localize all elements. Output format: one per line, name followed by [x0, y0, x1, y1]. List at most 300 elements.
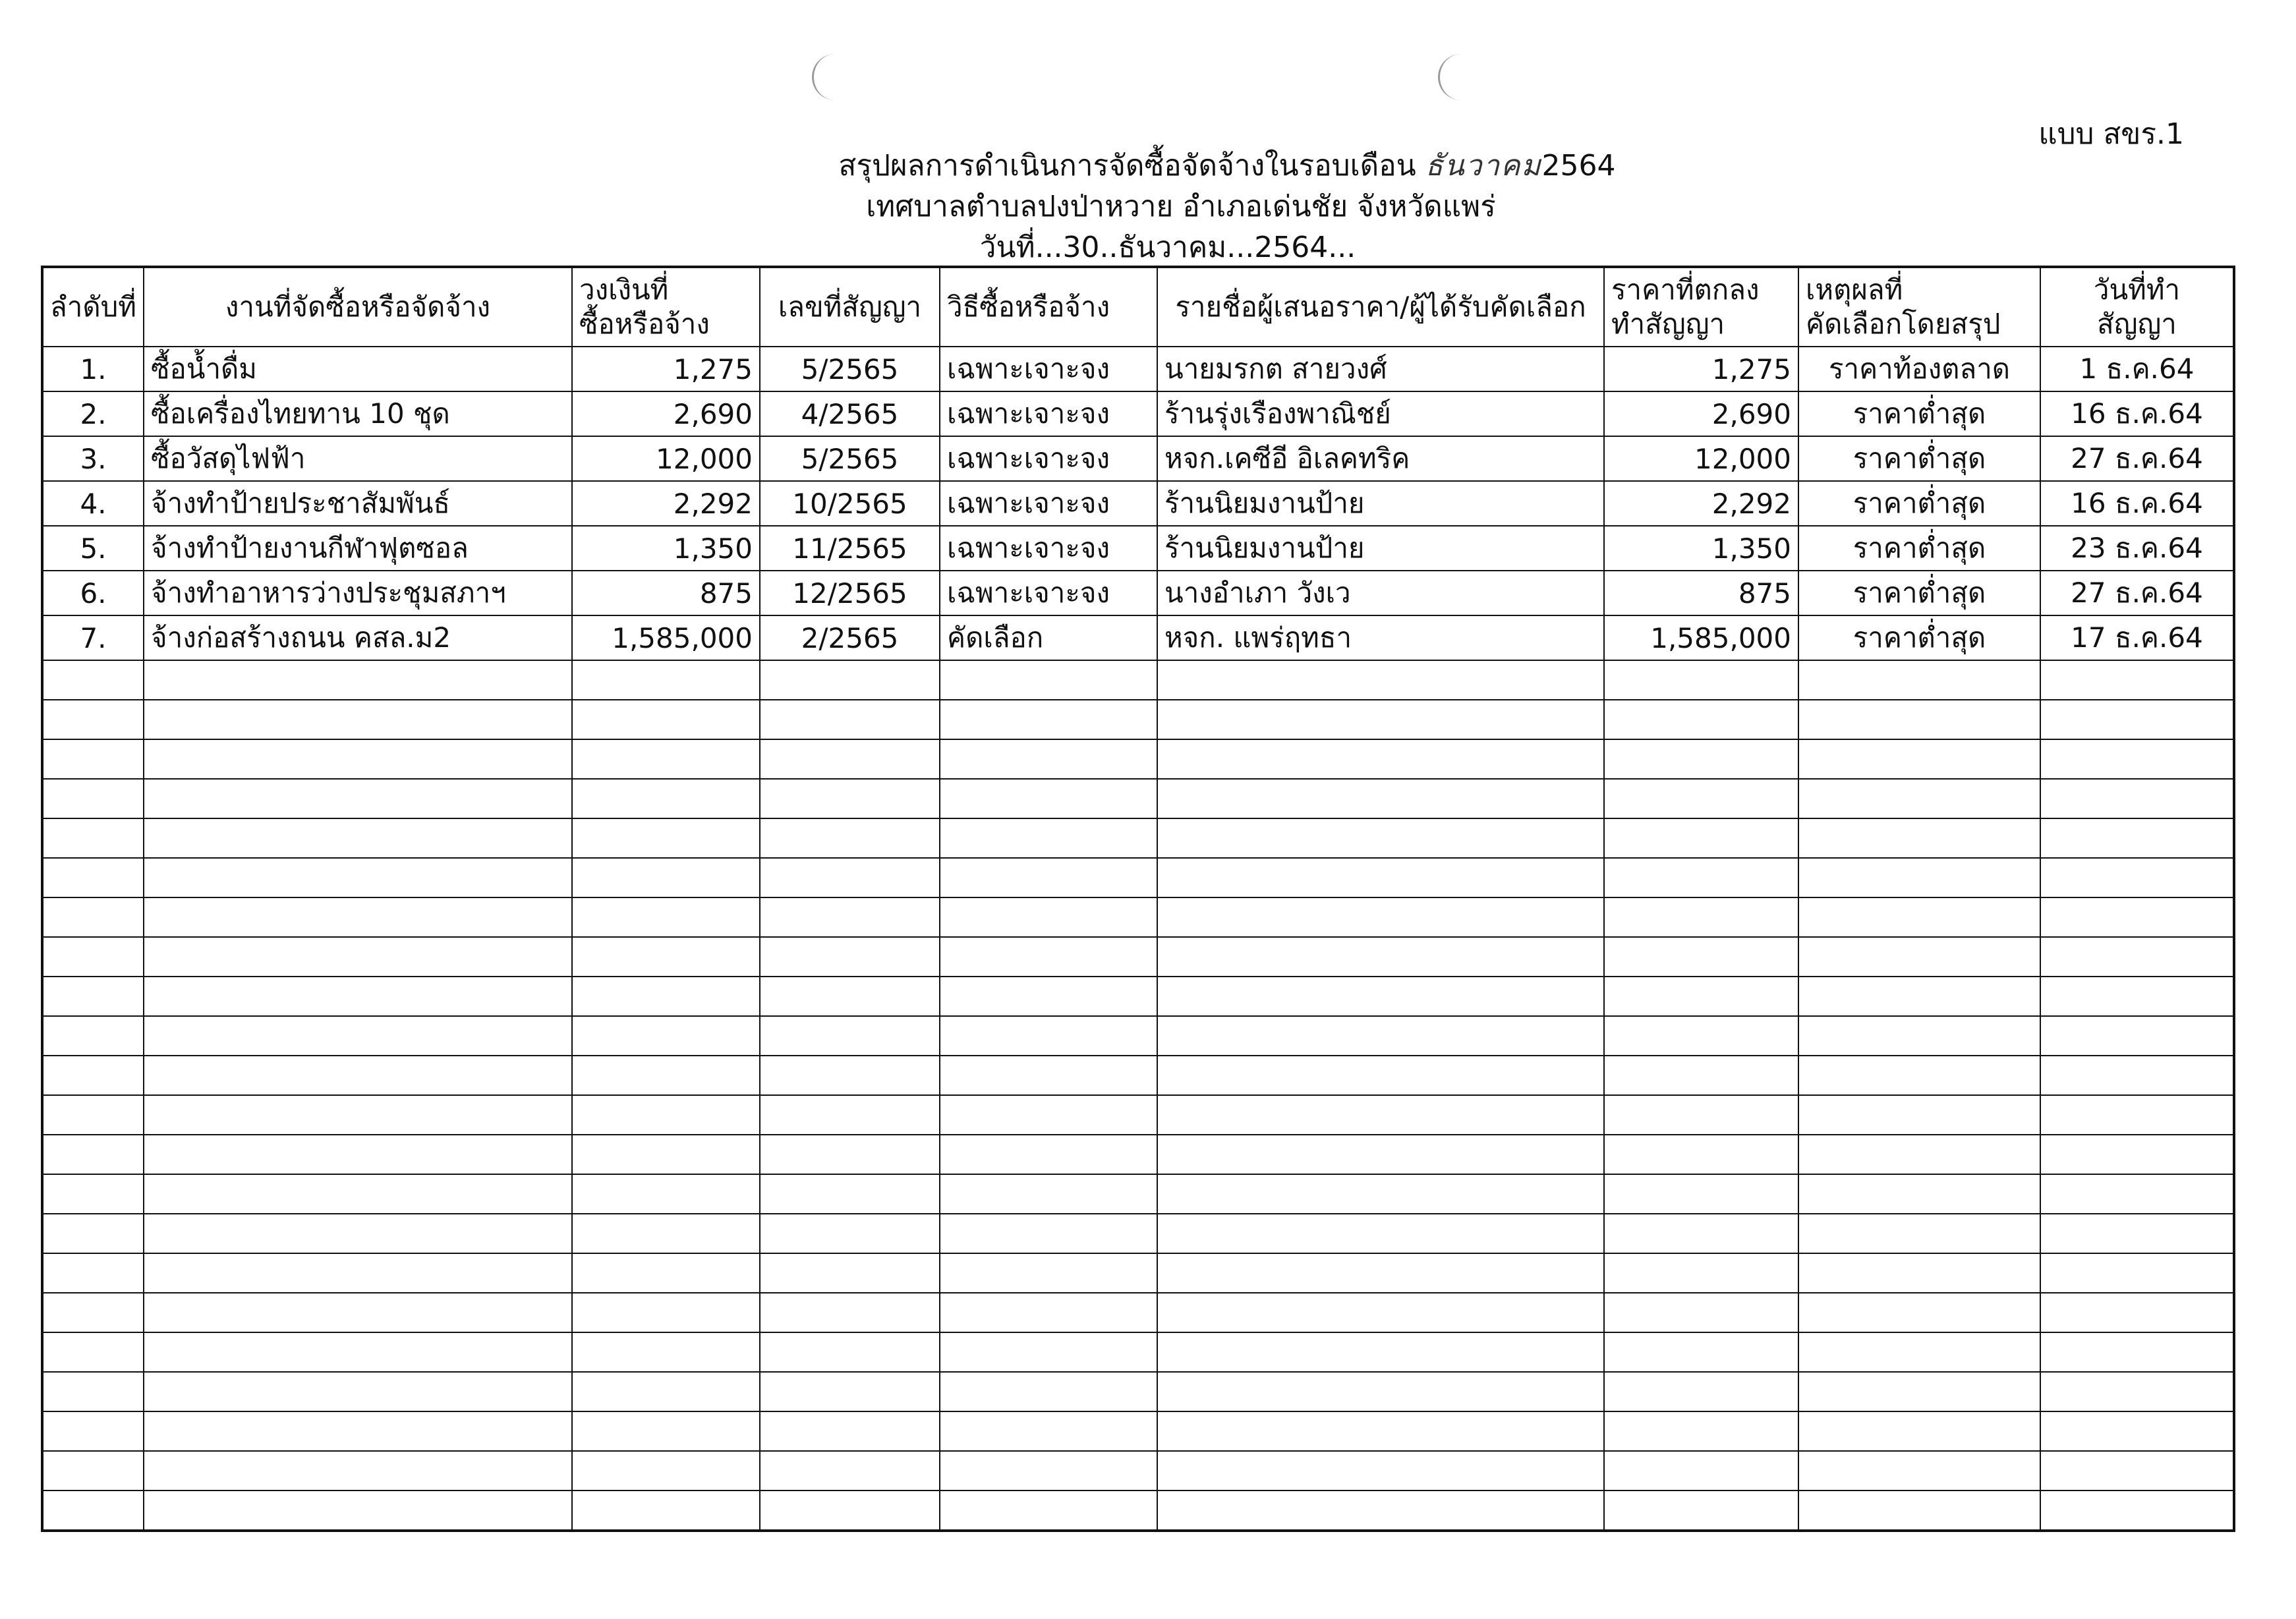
empty-table-row	[42, 1253, 2234, 1293]
empty-table-row	[42, 1411, 2234, 1451]
empty-cell	[1604, 1016, 1798, 1056]
empty-cell	[760, 1095, 940, 1135]
cell-contract-no: 10/2565	[760, 481, 940, 526]
punch-hole-mark	[1438, 54, 1466, 100]
cell-date: 1 ธ.ค.64	[2040, 347, 2234, 391]
empty-cell	[1604, 1174, 1798, 1214]
report-date: วันที่...30..ธันวาคม...2564...	[979, 231, 1356, 264]
cell-method: เฉพาะเจาะจง	[940, 481, 1157, 526]
cell-item: ซื้อเครื่องไทยทาน 10 ชุด	[144, 391, 572, 436]
empty-table-row	[42, 1016, 2234, 1056]
cell-contract-no: 2/2565	[760, 615, 940, 660]
empty-cell	[1157, 1451, 1604, 1491]
empty-cell	[760, 1135, 940, 1174]
empty-cell	[1798, 858, 2040, 897]
empty-cell	[2040, 1095, 2234, 1135]
empty-cell	[940, 1214, 1157, 1253]
empty-table-row	[42, 1056, 2234, 1095]
empty-cell	[760, 779, 940, 818]
empty-cell	[1798, 1332, 2040, 1372]
empty-cell	[940, 739, 1157, 779]
empty-table-row	[42, 660, 2234, 700]
empty-cell	[760, 897, 940, 937]
empty-cell	[1157, 977, 1604, 1016]
cell-vendor: ร้านนิยมงานป้าย	[1157, 526, 1604, 571]
empty-cell	[940, 660, 1157, 700]
empty-table-row	[42, 739, 2234, 779]
cell-no: 6.	[42, 571, 144, 615]
empty-cell	[940, 977, 1157, 1016]
table-row	[42, 571, 2234, 615]
cell-item: จ้างทำป้ายงานกีฬาฟุตซอล	[144, 526, 572, 571]
table-row	[42, 526, 2234, 571]
empty-cell	[42, 1491, 144, 1531]
empty-cell	[42, 897, 144, 937]
empty-cell	[2040, 1451, 2234, 1491]
cell-method: เฉพาะเจาะจง	[940, 347, 1157, 391]
empty-cell	[2040, 1135, 2234, 1174]
cell-no: 5.	[42, 526, 144, 571]
empty-cell	[1157, 858, 1604, 897]
cell-budget: 2,292	[572, 481, 760, 526]
empty-table-row	[42, 1491, 2234, 1531]
empty-cell	[144, 1135, 572, 1174]
empty-table-row	[42, 1174, 2234, 1214]
empty-cell	[572, 700, 760, 739]
empty-table-row	[42, 1135, 2234, 1174]
empty-cell	[42, 858, 144, 897]
cell-no: 3.	[42, 436, 144, 481]
empty-cell	[1604, 739, 1798, 779]
empty-cell	[1798, 1411, 2040, 1451]
cell-reason: ราคาต่ำสุด	[1798, 436, 2040, 481]
cell-contract-no: 5/2565	[760, 347, 940, 391]
empty-cell	[1604, 1372, 1798, 1411]
cell-contract-no: 4/2565	[760, 391, 940, 436]
col-header-vendor: รายชื่อผู้เสนอราคา/ผู้ได้รับคัดเลือก	[1157, 267, 1604, 347]
table-row	[42, 436, 2234, 481]
empty-cell	[2040, 1253, 2234, 1293]
cell-price: 1,585,000	[1604, 615, 1798, 660]
empty-cell	[1157, 897, 1604, 937]
empty-cell	[760, 1372, 940, 1411]
empty-cell	[42, 977, 144, 1016]
empty-cell	[144, 897, 572, 937]
empty-cell	[940, 1332, 1157, 1372]
empty-cell	[572, 937, 760, 977]
empty-cell	[144, 1174, 572, 1214]
empty-table-row	[42, 700, 2234, 739]
empty-cell	[1798, 700, 2040, 739]
empty-cell	[144, 700, 572, 739]
empty-cell	[1157, 1174, 1604, 1214]
empty-cell	[1157, 1332, 1604, 1372]
cell-price: 1,275	[1604, 347, 1798, 391]
empty-cell	[1798, 818, 2040, 858]
col-header-budget: วงเงินที่ ซื้อหรือจ้าง	[572, 267, 760, 347]
empty-cell	[572, 1491, 760, 1531]
empty-cell	[2040, 1293, 2234, 1332]
empty-cell	[2040, 1372, 2234, 1411]
empty-cell	[760, 739, 940, 779]
empty-cell	[2040, 1016, 2234, 1056]
empty-cell	[1604, 858, 1798, 897]
empty-cell	[144, 937, 572, 977]
report-title-prefix: สรุปผลการดำเนินการจัดซื้อจัดจ้างในรอบเดือน	[838, 149, 1416, 183]
empty-cell	[760, 858, 940, 897]
cell-contract-no: 12/2565	[760, 571, 940, 615]
empty-cell	[760, 1491, 940, 1531]
empty-cell	[1798, 1214, 2040, 1253]
cell-budget: 2,690	[572, 391, 760, 436]
cell-method: เฉพาะเจาะจง	[940, 571, 1157, 615]
empty-cell	[42, 818, 144, 858]
empty-cell	[1157, 1411, 1604, 1451]
empty-cell	[144, 1293, 572, 1332]
empty-cell	[760, 660, 940, 700]
empty-cell	[2040, 858, 2234, 897]
empty-cell	[144, 1491, 572, 1531]
table-header-row	[42, 267, 2234, 347]
empty-cell	[1604, 660, 1798, 700]
empty-cell	[144, 660, 572, 700]
empty-cell	[572, 779, 760, 818]
empty-cell	[144, 739, 572, 779]
empty-cell	[42, 1016, 144, 1056]
cell-contract-no: 11/2565	[760, 526, 940, 571]
empty-cell	[144, 1451, 572, 1491]
empty-table-row	[42, 818, 2234, 858]
empty-table-row	[42, 937, 2234, 977]
empty-cell	[2040, 700, 2234, 739]
empty-cell	[1604, 1253, 1798, 1293]
empty-cell	[572, 1095, 760, 1135]
empty-cell	[940, 858, 1157, 897]
empty-table-row	[42, 1095, 2234, 1135]
empty-cell	[144, 1095, 572, 1135]
cell-no: 7.	[42, 615, 144, 660]
cell-date: 16 ธ.ค.64	[2040, 391, 2234, 436]
empty-cell	[42, 1056, 144, 1095]
empty-cell	[1157, 700, 1604, 739]
col-header-contract-no: เลขที่สัญญา	[760, 267, 940, 347]
empty-cell	[572, 1214, 760, 1253]
empty-cell	[572, 1332, 760, 1372]
empty-cell	[2040, 739, 2234, 779]
empty-cell	[144, 818, 572, 858]
empty-cell	[1798, 1016, 2040, 1056]
empty-cell	[1604, 1451, 1798, 1491]
report-month-handwritten: ธันวาคม	[1425, 149, 1542, 183]
report-title	[79, 146, 2296, 186]
empty-cell	[572, 1056, 760, 1095]
cell-method: เฉพาะเจาะจง	[940, 526, 1157, 571]
cell-budget: 12,000	[572, 436, 760, 481]
empty-cell	[42, 1253, 144, 1293]
empty-cell	[144, 1411, 572, 1451]
empty-cell	[572, 1293, 760, 1332]
empty-cell	[144, 1332, 572, 1372]
empty-cell	[2040, 1174, 2234, 1214]
empty-cell	[940, 1135, 1157, 1174]
empty-cell	[144, 1372, 572, 1411]
empty-cell	[42, 1372, 144, 1411]
empty-cell	[1604, 1056, 1798, 1095]
col-header-method: วิธีซื้อหรือจ้าง	[940, 267, 1157, 347]
form-code: แบบ สขร.1	[2038, 117, 2184, 151]
empty-cell	[940, 937, 1157, 977]
col-header-date: วันที่ทำ สัญญา	[2040, 267, 2234, 347]
empty-cell	[42, 660, 144, 700]
empty-cell	[1157, 1293, 1604, 1332]
cell-budget: 1,275	[572, 347, 760, 391]
empty-table-row	[42, 977, 2234, 1016]
empty-cell	[144, 1056, 572, 1095]
empty-cell	[1157, 739, 1604, 779]
empty-cell	[42, 1332, 144, 1372]
empty-cell	[1604, 1293, 1798, 1332]
empty-cell	[572, 1135, 760, 1174]
empty-cell	[1157, 779, 1604, 818]
cell-date: 17 ธ.ค.64	[2040, 615, 2234, 660]
cell-date: 27 ธ.ค.64	[2040, 436, 2234, 481]
empty-cell	[1604, 1411, 1798, 1451]
empty-cell	[42, 1135, 144, 1174]
empty-cell	[144, 1016, 572, 1056]
empty-cell	[1604, 937, 1798, 977]
empty-cell	[760, 1411, 940, 1451]
empty-cell	[42, 1411, 144, 1451]
empty-cell	[760, 1451, 940, 1491]
empty-cell	[42, 1214, 144, 1253]
empty-cell	[1604, 779, 1798, 818]
empty-cell	[2040, 937, 2234, 977]
cell-date: 16 ธ.ค.64	[2040, 481, 2234, 526]
cell-price: 12,000	[1604, 436, 1798, 481]
cell-vendor: หจก. แพร่ฤทธา	[1157, 615, 1604, 660]
empty-cell	[1798, 1174, 2040, 1214]
cell-no: 4.	[42, 481, 144, 526]
cell-date: 23 ธ.ค.64	[2040, 526, 2234, 571]
cell-reason: ราคาท้องตลาด	[1798, 347, 2040, 391]
empty-cell	[572, 1411, 760, 1451]
empty-cell	[1798, 1135, 2040, 1174]
empty-cell	[572, 1174, 760, 1214]
empty-cell	[940, 1293, 1157, 1332]
empty-cell	[760, 700, 940, 739]
empty-cell	[1157, 1016, 1604, 1056]
cell-item: ซื้อวัสดุไฟฟ้า	[144, 436, 572, 481]
empty-cell	[42, 937, 144, 977]
empty-cell	[1604, 700, 1798, 739]
empty-cell	[940, 1016, 1157, 1056]
cell-method: คัดเลือก	[940, 615, 1157, 660]
cell-vendor: ร้านนิยมงานป้าย	[1157, 481, 1604, 526]
col-header-item: งานที่จัดซื้อหรือจัดจ้าง	[144, 267, 572, 347]
empty-cell	[1604, 1095, 1798, 1135]
empty-cell	[1604, 1332, 1798, 1372]
report-organization: เทศบาลตำบลปงป่าหวาย อำเภอเด่นชัย จังหวัดแพร่	[866, 190, 1496, 223]
empty-cell	[1604, 818, 1798, 858]
empty-cell	[1798, 977, 2040, 1016]
empty-table-row	[42, 1293, 2234, 1332]
col-header-reason: เหตุผลที่ คัดเลือกโดยสรุป	[1798, 267, 2040, 347]
cell-date: 27 ธ.ค.64	[2040, 571, 2234, 615]
cell-method: เฉพาะเจาะจง	[940, 391, 1157, 436]
empty-cell	[1604, 1491, 1798, 1531]
empty-cell	[144, 977, 572, 1016]
empty-cell	[572, 739, 760, 779]
empty-cell	[144, 1214, 572, 1253]
empty-cell	[940, 1095, 1157, 1135]
cell-budget: 1,585,000	[572, 615, 760, 660]
cell-method: เฉพาะเจาะจง	[940, 436, 1157, 481]
empty-cell	[2040, 660, 2234, 700]
empty-cell	[940, 1056, 1157, 1095]
empty-cell	[760, 977, 940, 1016]
cell-vendor: นางอำเภา วังเว	[1157, 571, 1604, 615]
empty-cell	[1157, 1253, 1604, 1293]
empty-cell	[940, 818, 1157, 858]
empty-cell	[940, 897, 1157, 937]
cell-price: 1,350	[1604, 526, 1798, 571]
cell-vendor: หจก.เคซีอี อิเลคทริค	[1157, 436, 1604, 481]
empty-cell	[42, 1451, 144, 1491]
cell-price: 2,292	[1604, 481, 1798, 526]
empty-cell	[42, 1293, 144, 1332]
empty-cell	[2040, 818, 2234, 858]
empty-cell	[1798, 779, 2040, 818]
empty-cell	[42, 779, 144, 818]
empty-cell	[1798, 897, 2040, 937]
empty-cell	[1604, 977, 1798, 1016]
empty-cell	[144, 1253, 572, 1293]
empty-cell	[760, 1174, 940, 1214]
empty-cell	[2040, 1332, 2234, 1372]
cell-no: 1.	[42, 347, 144, 391]
cell-reason: ราคาต่ำสุด	[1798, 615, 2040, 660]
cell-vendor: ร้านรุ่งเรืองพาณิชย์	[1157, 391, 1604, 436]
table-row	[42, 347, 2234, 391]
report-year: 2564	[1541, 149, 1616, 183]
table-row	[42, 615, 2234, 660]
punch-hole-mark	[812, 54, 840, 100]
empty-cell	[1798, 739, 2040, 779]
empty-cell	[940, 700, 1157, 739]
empty-cell	[572, 977, 760, 1016]
empty-cell	[2040, 1491, 2234, 1531]
cell-reason: ราคาต่ำสุด	[1798, 391, 2040, 436]
empty-cell	[2040, 779, 2234, 818]
empty-cell	[572, 818, 760, 858]
cell-reason: ราคาต่ำสุด	[1798, 526, 2040, 571]
empty-cell	[572, 1451, 760, 1491]
empty-cell	[940, 779, 1157, 818]
empty-cell	[940, 1174, 1157, 1214]
empty-cell	[760, 1056, 940, 1095]
empty-cell	[1157, 1095, 1604, 1135]
empty-cell	[940, 1372, 1157, 1411]
empty-table-row	[42, 858, 2234, 897]
procurement-table	[41, 266, 2235, 1532]
empty-table-row	[42, 1332, 2234, 1372]
empty-cell	[42, 700, 144, 739]
empty-table-row	[42, 897, 2234, 937]
empty-cell	[572, 858, 760, 897]
cell-item: จ้างทำป้ายประชาสัมพันธ์	[144, 481, 572, 526]
empty-cell	[572, 1372, 760, 1411]
col-header-no: ลำดับที่	[42, 267, 144, 347]
empty-cell	[1798, 1253, 2040, 1293]
empty-cell	[1798, 1372, 2040, 1411]
cell-no: 2.	[42, 391, 144, 436]
empty-cell	[1157, 818, 1604, 858]
empty-cell	[572, 660, 760, 700]
empty-table-row	[42, 1372, 2234, 1411]
empty-cell	[940, 1411, 1157, 1451]
cell-reason: ราคาต่ำสุด	[1798, 481, 2040, 526]
empty-cell	[1157, 1372, 1604, 1411]
empty-cell	[2040, 1056, 2234, 1095]
empty-cell	[940, 1451, 1157, 1491]
cell-item: ซื้อน้ำดื่ม	[144, 347, 572, 391]
cell-price: 875	[1604, 571, 1798, 615]
empty-cell	[760, 1293, 940, 1332]
empty-cell	[572, 1016, 760, 1056]
empty-cell	[760, 937, 940, 977]
empty-cell	[2040, 977, 2234, 1016]
cell-price: 2,690	[1604, 391, 1798, 436]
empty-table-row	[42, 779, 2234, 818]
empty-cell	[1798, 1056, 2040, 1095]
empty-cell	[1157, 1135, 1604, 1174]
empty-table-row	[42, 1214, 2234, 1253]
cell-item: จ้างก่อสร้างถนน คสล.ม2	[144, 615, 572, 660]
cell-contract-no: 5/2565	[760, 436, 940, 481]
cell-reason: ราคาต่ำสุด	[1798, 571, 2040, 615]
empty-cell	[42, 1174, 144, 1214]
cell-budget: 875	[572, 571, 760, 615]
empty-cell	[1157, 1056, 1604, 1095]
cell-vendor: นายมรกต สายวงศ์	[1157, 347, 1604, 391]
table-row	[42, 391, 2234, 436]
empty-cell	[940, 1491, 1157, 1531]
empty-cell	[1604, 1135, 1798, 1174]
empty-cell	[1798, 1451, 2040, 1491]
empty-cell	[2040, 897, 2234, 937]
empty-cell	[572, 1253, 760, 1293]
empty-cell	[760, 1214, 940, 1253]
empty-cell	[1604, 897, 1798, 937]
table-row	[42, 481, 2234, 526]
empty-cell	[1798, 660, 2040, 700]
empty-cell	[1157, 1491, 1604, 1531]
empty-cell	[144, 858, 572, 897]
empty-cell	[760, 1016, 940, 1056]
empty-cell	[42, 1095, 144, 1135]
empty-cell	[42, 739, 144, 779]
empty-cell	[1157, 1214, 1604, 1253]
empty-cell	[144, 779, 572, 818]
cell-item: จ้างทำอาหารว่างประชุมสภาฯ	[144, 571, 572, 615]
empty-cell	[1798, 1095, 2040, 1135]
empty-cell	[760, 1253, 940, 1293]
col-header-price: ราคาที่ตกลง ทำสัญญา	[1604, 267, 1798, 347]
empty-cell	[1798, 1491, 2040, 1531]
empty-cell	[1157, 937, 1604, 977]
empty-table-row	[42, 1451, 2234, 1491]
empty-cell	[1604, 1214, 1798, 1253]
